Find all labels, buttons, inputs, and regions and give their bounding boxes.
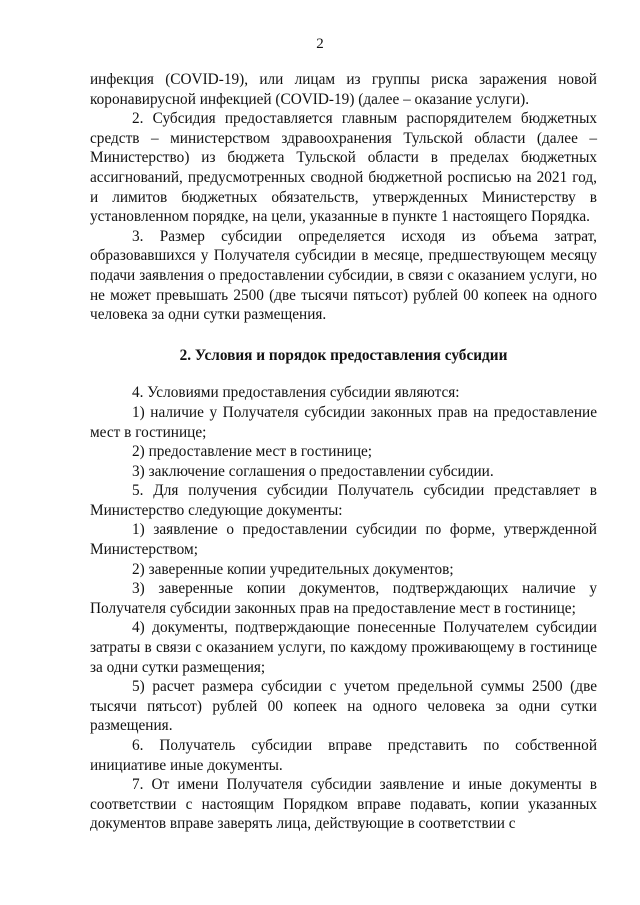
- paragraph-3: 3. Размер субсидии определяется исходя из объема затрат, образовавшихся у Получателя субсидии в месяце, предшествующем месяцу подачи заявления о предоставлении субсидии, в связи с оказанием услуги, но не может превышать 2500 (две тысячи пятьсот) рублей 00 копеек на одного человека за одни сутки размещения.: [90, 227, 597, 324]
- list-item-4-2: 2) предоставление мест в гостинице;: [132, 443, 373, 461]
- paragraph-6: 6. Получатель субсидии вправе представить по собственной инициативе иные документы.: [90, 737, 597, 774]
- list-item-5-3: 3) заверенные копии документов, подтверждающих наличие у Получателя субсидии законных прав на предоставление мест в гостинице;: [90, 580, 597, 617]
- list-item-5-5: 5) расчет размера субсидии с учетом предельной суммы 2500 (две тысячи пятьсот) рублей 00 копеек на одного человека за одни сутки размещения.: [90, 678, 597, 735]
- paragraph-continuation: инфекция (COVID-19), или лицам из группы риска заражения новой коронавирусной инфекцией (COVID-19) (далее – оказание услуги).: [90, 71, 597, 108]
- paragraph-4: 4. Условиями предоставления субсидии являются:: [132, 384, 460, 402]
- list-item-4-1: 1) наличие у Получателя субсидии законных прав на предоставление мест в гостинице;: [90, 403, 597, 441]
- list-item-5-4: 4) документы, подтверждающие понесенные Получателем субсидии затраты в связи с оказанием услуги, по каждому проживающему в гостинице за одни сутки размещения;: [90, 619, 597, 676]
- page-number: 2: [316, 36, 324, 52]
- paragraph-5: 5. Для получения субсидии Получатель субсидии представляет в Министерство следующие документы:: [90, 482, 597, 519]
- list-item-5-2: 2) заверенные копии учредительных документов;: [132, 560, 454, 578]
- list-item-5-1: 1) заявление о предоставлении субсидии по форме, утвержденной Министерством;: [90, 521, 597, 559]
- section-heading: 2. Условия и порядок предоставления субсидии: [179, 346, 508, 364]
- paragraph-7: 7. От имени Получателя субсидии заявление и иные документы в соответствии с настоящим Порядком вправе подавать, копии указанных документов вправе заверять лица, действующие в соответствии с: [90, 776, 597, 833]
- paragraph-2: 2. Субсидия предоставляется главным распорядителем бюджетных средств – министерством здравоохранения Тульской области (далее – Министерство) из бюджета Тульской области в пределах бюджетных ассигнований, предусмотренных сводной бюджетной росписью на 2021 год, и лимитов бюджетных обязательств, утвержденных Министерству в установленном порядке, на цели, указанные в пункте 1 настоящего Порядка.: [90, 110, 597, 226]
- list-item-4-3: 3) заключение соглашения о предоставлении субсидии.: [132, 462, 494, 480]
- document-body: [90, 70, 597, 834]
